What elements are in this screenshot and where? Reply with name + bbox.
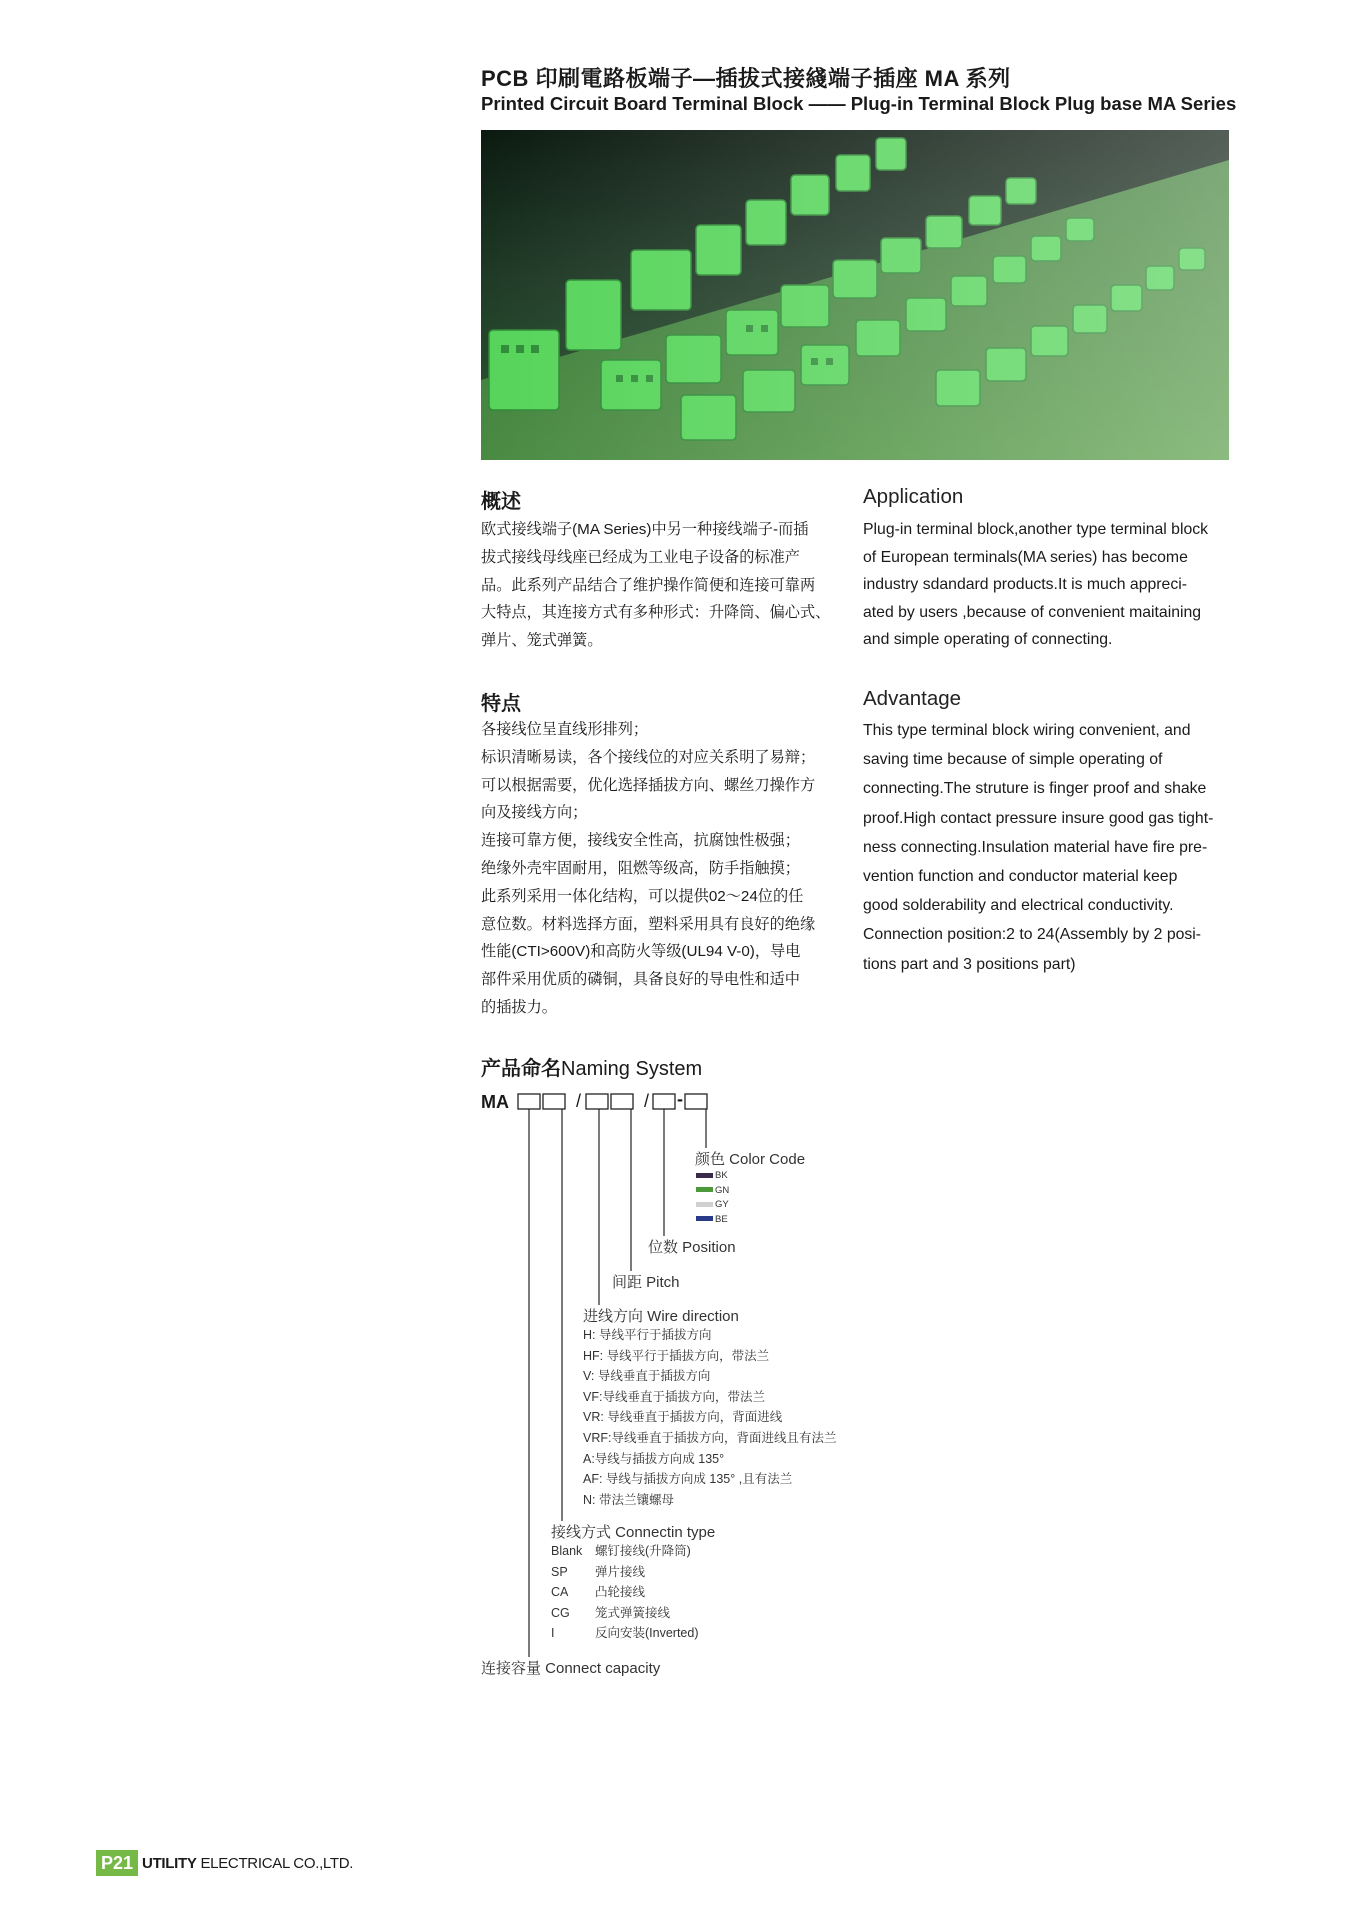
wire-direction-list: [583, 1325, 836, 1510]
position-label: 位数 Position: [648, 1239, 736, 1256]
page-title-en: Printed Circuit Board Terminal Block —— Plug-in Terminal Block Plug base MA Series: [481, 93, 1237, 114]
connection-type-label: 接线方式 Connectin type: [551, 1524, 716, 1541]
text-line: 弹片、笼式弹簧。: [481, 632, 603, 650]
text-line: industry sdandard products.It is much appreci-: [863, 576, 1187, 594]
text-line: ness connecting.Insulation material have fire pre-: [863, 838, 1208, 856]
text-line: proof.High contact pressure insure good gas tight-: [863, 809, 1214, 827]
text-line: connecting.The struture is finger proof and shake: [863, 780, 1207, 798]
naming-separator-dash: -: [677, 1089, 683, 1109]
text-line: 的插拔力。: [481, 998, 557, 1016]
naming-separator-slash-1: /: [576, 1091, 582, 1111]
list-item: VR: 导线垂直于插拔方向，背面进线: [583, 1410, 783, 1425]
color-code-item: BE: [696, 1213, 729, 1228]
text-line: and simple operating of connecting.: [863, 631, 1113, 649]
list-item: VF:导线垂直于插拔方向，带法兰: [583, 1389, 765, 1404]
pitch-label: 间距 Pitch: [612, 1274, 680, 1291]
text-line: 标识清晰易读，各个接线位的对应关系明了易辩；: [481, 748, 816, 766]
naming-separator-slash-2: /: [644, 1091, 650, 1111]
text-line: This type terminal block wiring convenient, and: [863, 722, 1191, 739]
wire-direction-label: 进线方向 Wire direction: [583, 1308, 739, 1325]
list-item: Blank 螺钉接线(升降筒): [551, 1544, 691, 1558]
list-item: CG 笼式弹簧接线: [551, 1605, 671, 1620]
naming-title-cn: 产品命名: [481, 1058, 561, 1080]
list-item: I 反向安装(Inverted): [551, 1626, 699, 1641]
text-line: 意位数。材料选择方面，塑料采用具有良好的绝缘: [481, 915, 816, 933]
text-line: 可以根据需要，优化选择插拔方向、螺丝刀操作方: [481, 776, 816, 794]
list-item: A:导线与插拔方向成 135°: [583, 1451, 725, 1466]
text-line: 欧式接线端子(MA Series)中另一种接线端子-而插: [481, 521, 809, 538]
text-line: 拔式接线母线座已经成为工业电子设备的标准产: [481, 548, 800, 566]
text-line: 连接可靠方便，接线安全性高，抗腐蚀性极强；: [481, 832, 800, 850]
application-heading: Application: [863, 485, 964, 508]
text-line: 绝缘外壳牢固耐用，阻燃等级高，防手指触摸；: [481, 859, 800, 877]
text-line: saving time because of simple operating of: [863, 751, 1163, 769]
swatch-icon: [696, 1202, 713, 1207]
naming-title-en: Naming System: [561, 1058, 703, 1080]
text-line: vention function and conductor material keep: [863, 868, 1178, 886]
text-line: Connection position:2 to 24(Assembly by 2 posi-: [863, 926, 1202, 944]
color-code-item: GY: [696, 1198, 729, 1213]
list-item: AF: 导线与插拔方向成 135° ,且有法兰: [583, 1472, 793, 1487]
company-name: UTILITY ELECTRICAL CO.,LTD.: [142, 1854, 354, 1872]
swatch-icon: [696, 1187, 713, 1192]
text-line: good solderability and electrical conductivity.: [863, 897, 1174, 915]
list-item: VRF:导线垂直于插拔方向，背面进线且有法兰: [583, 1430, 837, 1445]
connect-capacity-label: 连接容量 Connect capacity: [481, 1660, 661, 1677]
text-line: Plug-in terminal block,another type terminal block: [863, 521, 1209, 538]
color-code-item: GN: [696, 1184, 729, 1199]
text-line: of European terminals(MA series) has become: [863, 548, 1188, 566]
list-item: HF: 导线平行于插拔方向，带法兰: [583, 1348, 770, 1363]
list-item: N: 带法兰镶螺母: [583, 1492, 674, 1507]
page-number-badge: P21: [96, 1850, 138, 1876]
text-line: tions part and 3 positions part): [863, 955, 1076, 973]
text-line: 大特点，其连接方式有多种形式：升降筒、偏心式、: [481, 604, 831, 622]
list-item: V: 导线垂直于插拔方向: [583, 1369, 711, 1384]
text-line: 性能(CTI>600V)和高防火等级(UL94 V-0)，导电: [481, 943, 801, 961]
swatch-icon: [696, 1216, 713, 1221]
page-footer: [96, 1850, 353, 1876]
text-line: 部件采用优质的磷铜，具备良好的导电性和适中: [481, 971, 800, 989]
list-item: CA 凸轮接线: [551, 1585, 646, 1600]
connection-type-list: [551, 1541, 699, 1644]
text-line: 此系列采用一体化结构，可以提供02～24位的任: [481, 887, 804, 905]
text-line: 向及接线方向；: [481, 804, 588, 822]
swatch-icon: [696, 1173, 713, 1178]
text-line: 品。此系列产品结合了维护操作简便和连接可靠两: [481, 576, 816, 594]
color-code-label: 颜色 Color Code: [695, 1151, 806, 1168]
color-code-list: [696, 1169, 729, 1227]
advantage-heading: Advantage: [863, 687, 962, 710]
text-line: 各接线位呈直线形排列；: [481, 721, 649, 738]
list-item: SP 弹片接线: [551, 1564, 646, 1579]
page-title-cn: PCB 印刷電路板端子—插拔式接綫端子插座 MA 系列: [481, 66, 1011, 91]
text-line: ated by users ,because of convenient maitaining: [863, 603, 1202, 621]
color-code-item: BK: [696, 1169, 729, 1184]
overview-heading-cn: 概述: [481, 491, 521, 513]
list-item: H: 导线平行于插拔方向: [583, 1328, 712, 1342]
features-heading-cn: 特点: [481, 693, 521, 715]
naming-prefix: MA: [481, 1092, 509, 1112]
